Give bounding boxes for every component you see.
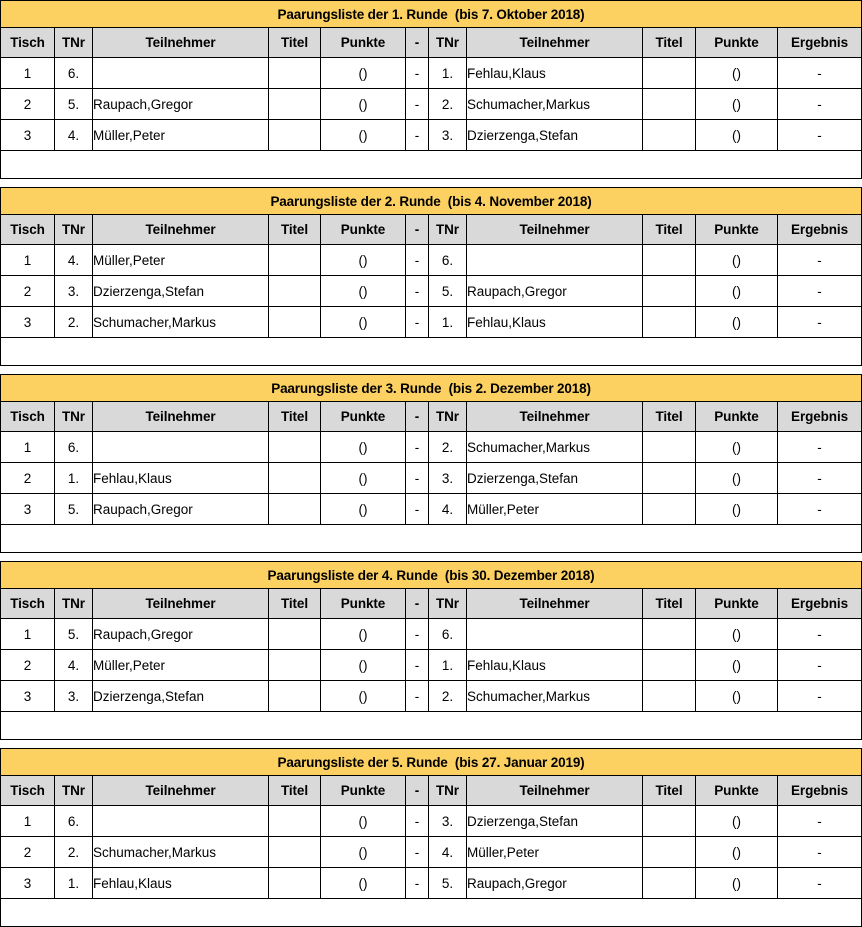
column-header-ergebnis: Ergebnis bbox=[778, 215, 862, 245]
section-gap bbox=[0, 740, 862, 748]
round-title-row bbox=[1, 188, 862, 215]
column-header-titel-right: Titel bbox=[643, 28, 696, 58]
cell-tisch: 2 bbox=[1, 650, 55, 681]
column-header-punkte-left: Punkte bbox=[321, 28, 406, 58]
cell-titel-left bbox=[269, 432, 321, 463]
column-header-tnr-right: TNr bbox=[429, 776, 467, 806]
column-header-row bbox=[1, 402, 862, 432]
column-header-titel-right: Titel bbox=[643, 402, 696, 432]
cell-punkte-left: () bbox=[321, 58, 406, 89]
table-row bbox=[1, 58, 862, 89]
column-header-ergebnis: Ergebnis bbox=[778, 776, 862, 806]
column-header-tnr-left: TNr bbox=[55, 215, 93, 245]
cell-tnr-left: 4. bbox=[55, 120, 93, 151]
cell-versus: - bbox=[406, 837, 429, 868]
cell-titel-right bbox=[643, 307, 696, 338]
column-header-punkte-right: Punkte bbox=[696, 28, 778, 58]
column-header-teilnehmer-right: Teilnehmer bbox=[467, 28, 643, 58]
column-header-row bbox=[1, 215, 862, 245]
cell-versus: - bbox=[406, 494, 429, 525]
cell-punkte-left: () bbox=[321, 837, 406, 868]
cell-titel-left bbox=[269, 650, 321, 681]
pairing-table bbox=[0, 748, 862, 927]
column-header-teilnehmer-left: Teilnehmer bbox=[93, 28, 269, 58]
cell-tisch: 3 bbox=[1, 494, 55, 525]
column-header-teilnehmer-left: Teilnehmer bbox=[93, 589, 269, 619]
cell-ergebnis: - bbox=[778, 463, 862, 494]
spacer-cell bbox=[1, 338, 862, 366]
spacer-cell bbox=[1, 151, 862, 179]
cell-tnr-right: 2. bbox=[429, 681, 467, 712]
cell-tisch: 2 bbox=[1, 276, 55, 307]
cell-ergebnis: - bbox=[778, 307, 862, 338]
section-gap bbox=[0, 553, 862, 561]
column-header-tisch: Tisch bbox=[1, 215, 55, 245]
cell-tnr-left: 1. bbox=[55, 463, 93, 494]
column-header-titel-left: Titel bbox=[269, 215, 321, 245]
cell-tnr-right: 4. bbox=[429, 837, 467, 868]
cell-titel-left bbox=[269, 837, 321, 868]
column-header-ergebnis: Ergebnis bbox=[778, 589, 862, 619]
round-block bbox=[0, 748, 862, 927]
cell-punkte-right: () bbox=[696, 868, 778, 899]
cell-titel-right bbox=[643, 681, 696, 712]
cell-teilnehmer-left: Müller,Peter bbox=[93, 650, 269, 681]
cell-punkte-left: () bbox=[321, 619, 406, 650]
column-header-tnr-left: TNr bbox=[55, 776, 93, 806]
cell-tnr-left: 6. bbox=[55, 58, 93, 89]
pairing-table bbox=[0, 374, 862, 553]
cell-punkte-left: () bbox=[321, 432, 406, 463]
cell-teilnehmer-left: Dzierzenga,Stefan bbox=[93, 681, 269, 712]
cell-tnr-right: 6. bbox=[429, 245, 467, 276]
cell-titel-right bbox=[643, 463, 696, 494]
cell-tnr-right: 2. bbox=[429, 432, 467, 463]
cell-titel-left bbox=[269, 619, 321, 650]
cell-versus: - bbox=[406, 650, 429, 681]
column-header-teilnehmer-left: Teilnehmer bbox=[93, 402, 269, 432]
cell-titel-right bbox=[643, 432, 696, 463]
round-title-row bbox=[1, 375, 862, 402]
cell-titel-right bbox=[643, 494, 696, 525]
cell-punkte-left: () bbox=[321, 120, 406, 151]
cell-punkte-right: () bbox=[696, 837, 778, 868]
column-header-titel-left: Titel bbox=[269, 402, 321, 432]
cell-tnr-left: 5. bbox=[55, 619, 93, 650]
cell-punkte-left: () bbox=[321, 650, 406, 681]
column-header-ergebnis: Ergebnis bbox=[778, 402, 862, 432]
cell-versus: - bbox=[406, 307, 429, 338]
cell-versus: - bbox=[406, 432, 429, 463]
column-header-tnr-right: TNr bbox=[429, 215, 467, 245]
table-row bbox=[1, 681, 862, 712]
column-header-punkte-left: Punkte bbox=[321, 776, 406, 806]
table-row bbox=[1, 307, 862, 338]
cell-ergebnis: - bbox=[778, 868, 862, 899]
cell-ergebnis: - bbox=[778, 837, 862, 868]
table-row bbox=[1, 463, 862, 494]
spacer-row bbox=[1, 151, 862, 179]
column-header-tisch: Tisch bbox=[1, 402, 55, 432]
spacer-row bbox=[1, 525, 862, 553]
cell-teilnehmer-right: Schumacher,Markus bbox=[467, 89, 643, 120]
cell-tnr-right: 4. bbox=[429, 494, 467, 525]
cell-teilnehmer-left: Raupach,Gregor bbox=[93, 89, 269, 120]
column-header-row bbox=[1, 776, 862, 806]
cell-tnr-right: 3. bbox=[429, 120, 467, 151]
pairing-table bbox=[0, 0, 862, 179]
column-header-tnr-left: TNr bbox=[55, 589, 93, 619]
cell-punkte-right: () bbox=[696, 681, 778, 712]
column-header-teilnehmer-right: Teilnehmer bbox=[467, 402, 643, 432]
cell-teilnehmer-left: Raupach,Gregor bbox=[93, 494, 269, 525]
column-header-tnr-right: TNr bbox=[429, 402, 467, 432]
cell-punkte-left: () bbox=[321, 868, 406, 899]
cell-tisch: 2 bbox=[1, 463, 55, 494]
cell-titel-left bbox=[269, 276, 321, 307]
round-title-row bbox=[1, 1, 862, 28]
cell-teilnehmer-right: Fehlau,Klaus bbox=[467, 307, 643, 338]
cell-tisch: 1 bbox=[1, 245, 55, 276]
cell-teilnehmer-left: Schumacher,Markus bbox=[93, 837, 269, 868]
column-header-titel-right: Titel bbox=[643, 776, 696, 806]
cell-titel-right bbox=[643, 120, 696, 151]
cell-teilnehmer-right: Raupach,Gregor bbox=[467, 276, 643, 307]
round-title: Paarungsliste der 1. Runde (bis 7. Oktober 2018) bbox=[1, 1, 862, 28]
column-header-teilnehmer-right: Teilnehmer bbox=[467, 776, 643, 806]
spacer-cell bbox=[1, 712, 862, 740]
cell-teilnehmer-left: Müller,Peter bbox=[93, 120, 269, 151]
round-title-row bbox=[1, 749, 862, 776]
cell-titel-left bbox=[269, 89, 321, 120]
section-gap bbox=[0, 179, 862, 187]
column-header-punkte-left: Punkte bbox=[321, 215, 406, 245]
round-title: Paarungsliste der 2. Runde (bis 4. November 2018) bbox=[1, 188, 862, 215]
cell-teilnehmer-left bbox=[93, 432, 269, 463]
cell-versus: - bbox=[406, 463, 429, 494]
column-header-tnr-right: TNr bbox=[429, 589, 467, 619]
round-block bbox=[0, 0, 862, 179]
cell-tnr-left: 2. bbox=[55, 307, 93, 338]
cell-teilnehmer-right: Dzierzenga,Stefan bbox=[467, 120, 643, 151]
cell-teilnehmer-right: Fehlau,Klaus bbox=[467, 650, 643, 681]
column-header-versus: - bbox=[406, 28, 429, 58]
cell-titel-right bbox=[643, 650, 696, 681]
column-header-titel-left: Titel bbox=[269, 776, 321, 806]
cell-punkte-right: () bbox=[696, 276, 778, 307]
cell-titel-right bbox=[643, 868, 696, 899]
cell-teilnehmer-right: Müller,Peter bbox=[467, 494, 643, 525]
cell-punkte-left: () bbox=[321, 806, 406, 837]
cell-punkte-left: () bbox=[321, 463, 406, 494]
column-header-punkte-left: Punkte bbox=[321, 402, 406, 432]
cell-tnr-right: 1. bbox=[429, 650, 467, 681]
cell-ergebnis: - bbox=[778, 681, 862, 712]
cell-titel-right bbox=[643, 89, 696, 120]
cell-versus: - bbox=[406, 276, 429, 307]
cell-titel-right bbox=[643, 837, 696, 868]
cell-versus: - bbox=[406, 120, 429, 151]
cell-tnr-right: 1. bbox=[429, 58, 467, 89]
cell-punkte-left: () bbox=[321, 681, 406, 712]
cell-teilnehmer-right: Müller,Peter bbox=[467, 837, 643, 868]
cell-versus: - bbox=[406, 89, 429, 120]
cell-punkte-left: () bbox=[321, 307, 406, 338]
cell-tnr-right: 5. bbox=[429, 868, 467, 899]
cell-titel-left bbox=[269, 120, 321, 151]
round-title: Paarungsliste der 3. Runde (bis 2. Dezember 2018) bbox=[1, 375, 862, 402]
column-header-titel-right: Titel bbox=[643, 215, 696, 245]
spacer-cell bbox=[1, 899, 862, 927]
column-header-teilnehmer-left: Teilnehmer bbox=[93, 215, 269, 245]
column-header-punkte-right: Punkte bbox=[696, 776, 778, 806]
round-title: Paarungsliste der 4. Runde (bis 30. Dezember 2018) bbox=[1, 562, 862, 589]
cell-tnr-left: 4. bbox=[55, 650, 93, 681]
cell-tnr-left: 3. bbox=[55, 681, 93, 712]
column-header-tisch: Tisch bbox=[1, 28, 55, 58]
cell-tisch: 3 bbox=[1, 307, 55, 338]
spacer-row bbox=[1, 899, 862, 927]
cell-punkte-right: () bbox=[696, 619, 778, 650]
cell-titel-left bbox=[269, 58, 321, 89]
cell-tnr-right: 6. bbox=[429, 619, 467, 650]
cell-tisch: 3 bbox=[1, 120, 55, 151]
spacer-row bbox=[1, 712, 862, 740]
cell-titel-left bbox=[269, 463, 321, 494]
table-row bbox=[1, 276, 862, 307]
cell-ergebnis: - bbox=[778, 276, 862, 307]
cell-teilnehmer-right: Fehlau,Klaus bbox=[467, 58, 643, 89]
cell-titel-left bbox=[269, 307, 321, 338]
table-row bbox=[1, 432, 862, 463]
cell-titel-right bbox=[643, 276, 696, 307]
column-header-punkte-right: Punkte bbox=[696, 215, 778, 245]
pairing-table bbox=[0, 187, 862, 366]
cell-titel-left bbox=[269, 681, 321, 712]
section-gap bbox=[0, 366, 862, 374]
cell-ergebnis: - bbox=[778, 806, 862, 837]
pairing-table bbox=[0, 561, 862, 740]
cell-titel-left bbox=[269, 806, 321, 837]
cell-titel-right bbox=[643, 806, 696, 837]
cell-ergebnis: - bbox=[778, 120, 862, 151]
column-header-tnr-left: TNr bbox=[55, 28, 93, 58]
round-block bbox=[0, 187, 862, 366]
cell-tnr-left: 1. bbox=[55, 868, 93, 899]
round-title: Paarungsliste der 5. Runde (bis 27. Januar 2019) bbox=[1, 749, 862, 776]
spacer-row bbox=[1, 338, 862, 366]
column-header-versus: - bbox=[406, 215, 429, 245]
cell-teilnehmer-right: Dzierzenga,Stefan bbox=[467, 463, 643, 494]
cell-tnr-left: 4. bbox=[55, 245, 93, 276]
cell-tisch: 1 bbox=[1, 806, 55, 837]
column-header-tnr-left: TNr bbox=[55, 402, 93, 432]
table-row bbox=[1, 89, 862, 120]
column-header-row bbox=[1, 589, 862, 619]
round-block bbox=[0, 374, 862, 553]
cell-tnr-left: 3. bbox=[55, 276, 93, 307]
cell-teilnehmer-right: Dzierzenga,Stefan bbox=[467, 806, 643, 837]
cell-teilnehmer-left: Schumacher,Markus bbox=[93, 307, 269, 338]
cell-punkte-right: () bbox=[696, 120, 778, 151]
cell-titel-right bbox=[643, 58, 696, 89]
cell-tnr-right: 3. bbox=[429, 806, 467, 837]
cell-tnr-left: 6. bbox=[55, 432, 93, 463]
cell-versus: - bbox=[406, 619, 429, 650]
cell-teilnehmer-right: Schumacher,Markus bbox=[467, 681, 643, 712]
cell-ergebnis: - bbox=[778, 89, 862, 120]
cell-versus: - bbox=[406, 806, 429, 837]
cell-punkte-right: () bbox=[696, 432, 778, 463]
column-header-teilnehmer-right: Teilnehmer bbox=[467, 589, 643, 619]
cell-punkte-right: () bbox=[696, 89, 778, 120]
cell-ergebnis: - bbox=[778, 432, 862, 463]
cell-punkte-left: () bbox=[321, 494, 406, 525]
cell-punkte-right: () bbox=[696, 494, 778, 525]
cell-titel-left bbox=[269, 494, 321, 525]
cell-ergebnis: - bbox=[778, 58, 862, 89]
column-header-titel-right: Titel bbox=[643, 589, 696, 619]
column-header-versus: - bbox=[406, 402, 429, 432]
cell-versus: - bbox=[406, 58, 429, 89]
cell-titel-right bbox=[643, 245, 696, 276]
column-header-teilnehmer-left: Teilnehmer bbox=[93, 776, 269, 806]
cell-teilnehmer-left: Fehlau,Klaus bbox=[93, 868, 269, 899]
column-header-ergebnis: Ergebnis bbox=[778, 28, 862, 58]
table-row bbox=[1, 619, 862, 650]
cell-teilnehmer-left: Müller,Peter bbox=[93, 245, 269, 276]
cell-versus: - bbox=[406, 681, 429, 712]
table-row bbox=[1, 868, 862, 899]
cell-tisch: 2 bbox=[1, 837, 55, 868]
cell-ergebnis: - bbox=[778, 245, 862, 276]
cell-titel-right bbox=[643, 619, 696, 650]
cell-punkte-right: () bbox=[696, 245, 778, 276]
table-row bbox=[1, 650, 862, 681]
cell-punkte-right: () bbox=[696, 650, 778, 681]
table-row bbox=[1, 245, 862, 276]
cell-teilnehmer-left: Dzierzenga,Stefan bbox=[93, 276, 269, 307]
cell-versus: - bbox=[406, 245, 429, 276]
cell-teilnehmer-left bbox=[93, 58, 269, 89]
cell-tisch: 1 bbox=[1, 619, 55, 650]
cell-teilnehmer-right: Raupach,Gregor bbox=[467, 868, 643, 899]
cell-tisch: 1 bbox=[1, 58, 55, 89]
cell-tisch: 3 bbox=[1, 868, 55, 899]
column-header-titel-left: Titel bbox=[269, 28, 321, 58]
cell-ergebnis: - bbox=[778, 494, 862, 525]
column-header-versus: - bbox=[406, 589, 429, 619]
cell-punkte-left: () bbox=[321, 89, 406, 120]
cell-punkte-right: () bbox=[696, 806, 778, 837]
cell-tisch: 3 bbox=[1, 681, 55, 712]
spacer-cell bbox=[1, 525, 862, 553]
column-header-punkte-left: Punkte bbox=[321, 589, 406, 619]
table-row bbox=[1, 494, 862, 525]
column-header-titel-left: Titel bbox=[269, 589, 321, 619]
cell-punkte-right: () bbox=[696, 58, 778, 89]
cell-teilnehmer-right bbox=[467, 619, 643, 650]
column-header-punkte-right: Punkte bbox=[696, 589, 778, 619]
cell-punkte-left: () bbox=[321, 276, 406, 307]
cell-punkte-right: () bbox=[696, 307, 778, 338]
cell-ergebnis: - bbox=[778, 650, 862, 681]
column-header-tisch: Tisch bbox=[1, 776, 55, 806]
column-header-versus: - bbox=[406, 776, 429, 806]
round-title-row bbox=[1, 562, 862, 589]
cell-titel-left bbox=[269, 245, 321, 276]
table-row bbox=[1, 837, 862, 868]
cell-teilnehmer-left: Raupach,Gregor bbox=[93, 619, 269, 650]
cell-teilnehmer-right: Schumacher,Markus bbox=[467, 432, 643, 463]
cell-tisch: 1 bbox=[1, 432, 55, 463]
cell-tnr-right: 5. bbox=[429, 276, 467, 307]
cell-tnr-right: 3. bbox=[429, 463, 467, 494]
column-header-tisch: Tisch bbox=[1, 589, 55, 619]
column-header-row bbox=[1, 28, 862, 58]
round-block bbox=[0, 561, 862, 740]
cell-ergebnis: - bbox=[778, 619, 862, 650]
column-header-teilnehmer-right: Teilnehmer bbox=[467, 215, 643, 245]
cell-tisch: 2 bbox=[1, 89, 55, 120]
cell-punkte-left: () bbox=[321, 245, 406, 276]
cell-tnr-left: 2. bbox=[55, 837, 93, 868]
column-header-punkte-right: Punkte bbox=[696, 402, 778, 432]
cell-teilnehmer-left bbox=[93, 806, 269, 837]
cell-titel-left bbox=[269, 868, 321, 899]
cell-tnr-left: 5. bbox=[55, 494, 93, 525]
cell-teilnehmer-right bbox=[467, 245, 643, 276]
cell-punkte-right: () bbox=[696, 463, 778, 494]
table-row bbox=[1, 120, 862, 151]
column-header-tnr-right: TNr bbox=[429, 28, 467, 58]
table-row bbox=[1, 806, 862, 837]
cell-tnr-left: 5. bbox=[55, 89, 93, 120]
cell-tnr-right: 1. bbox=[429, 307, 467, 338]
cell-versus: - bbox=[406, 868, 429, 899]
cell-teilnehmer-left: Fehlau,Klaus bbox=[93, 463, 269, 494]
cell-tnr-right: 2. bbox=[429, 89, 467, 120]
cell-tnr-left: 6. bbox=[55, 806, 93, 837]
